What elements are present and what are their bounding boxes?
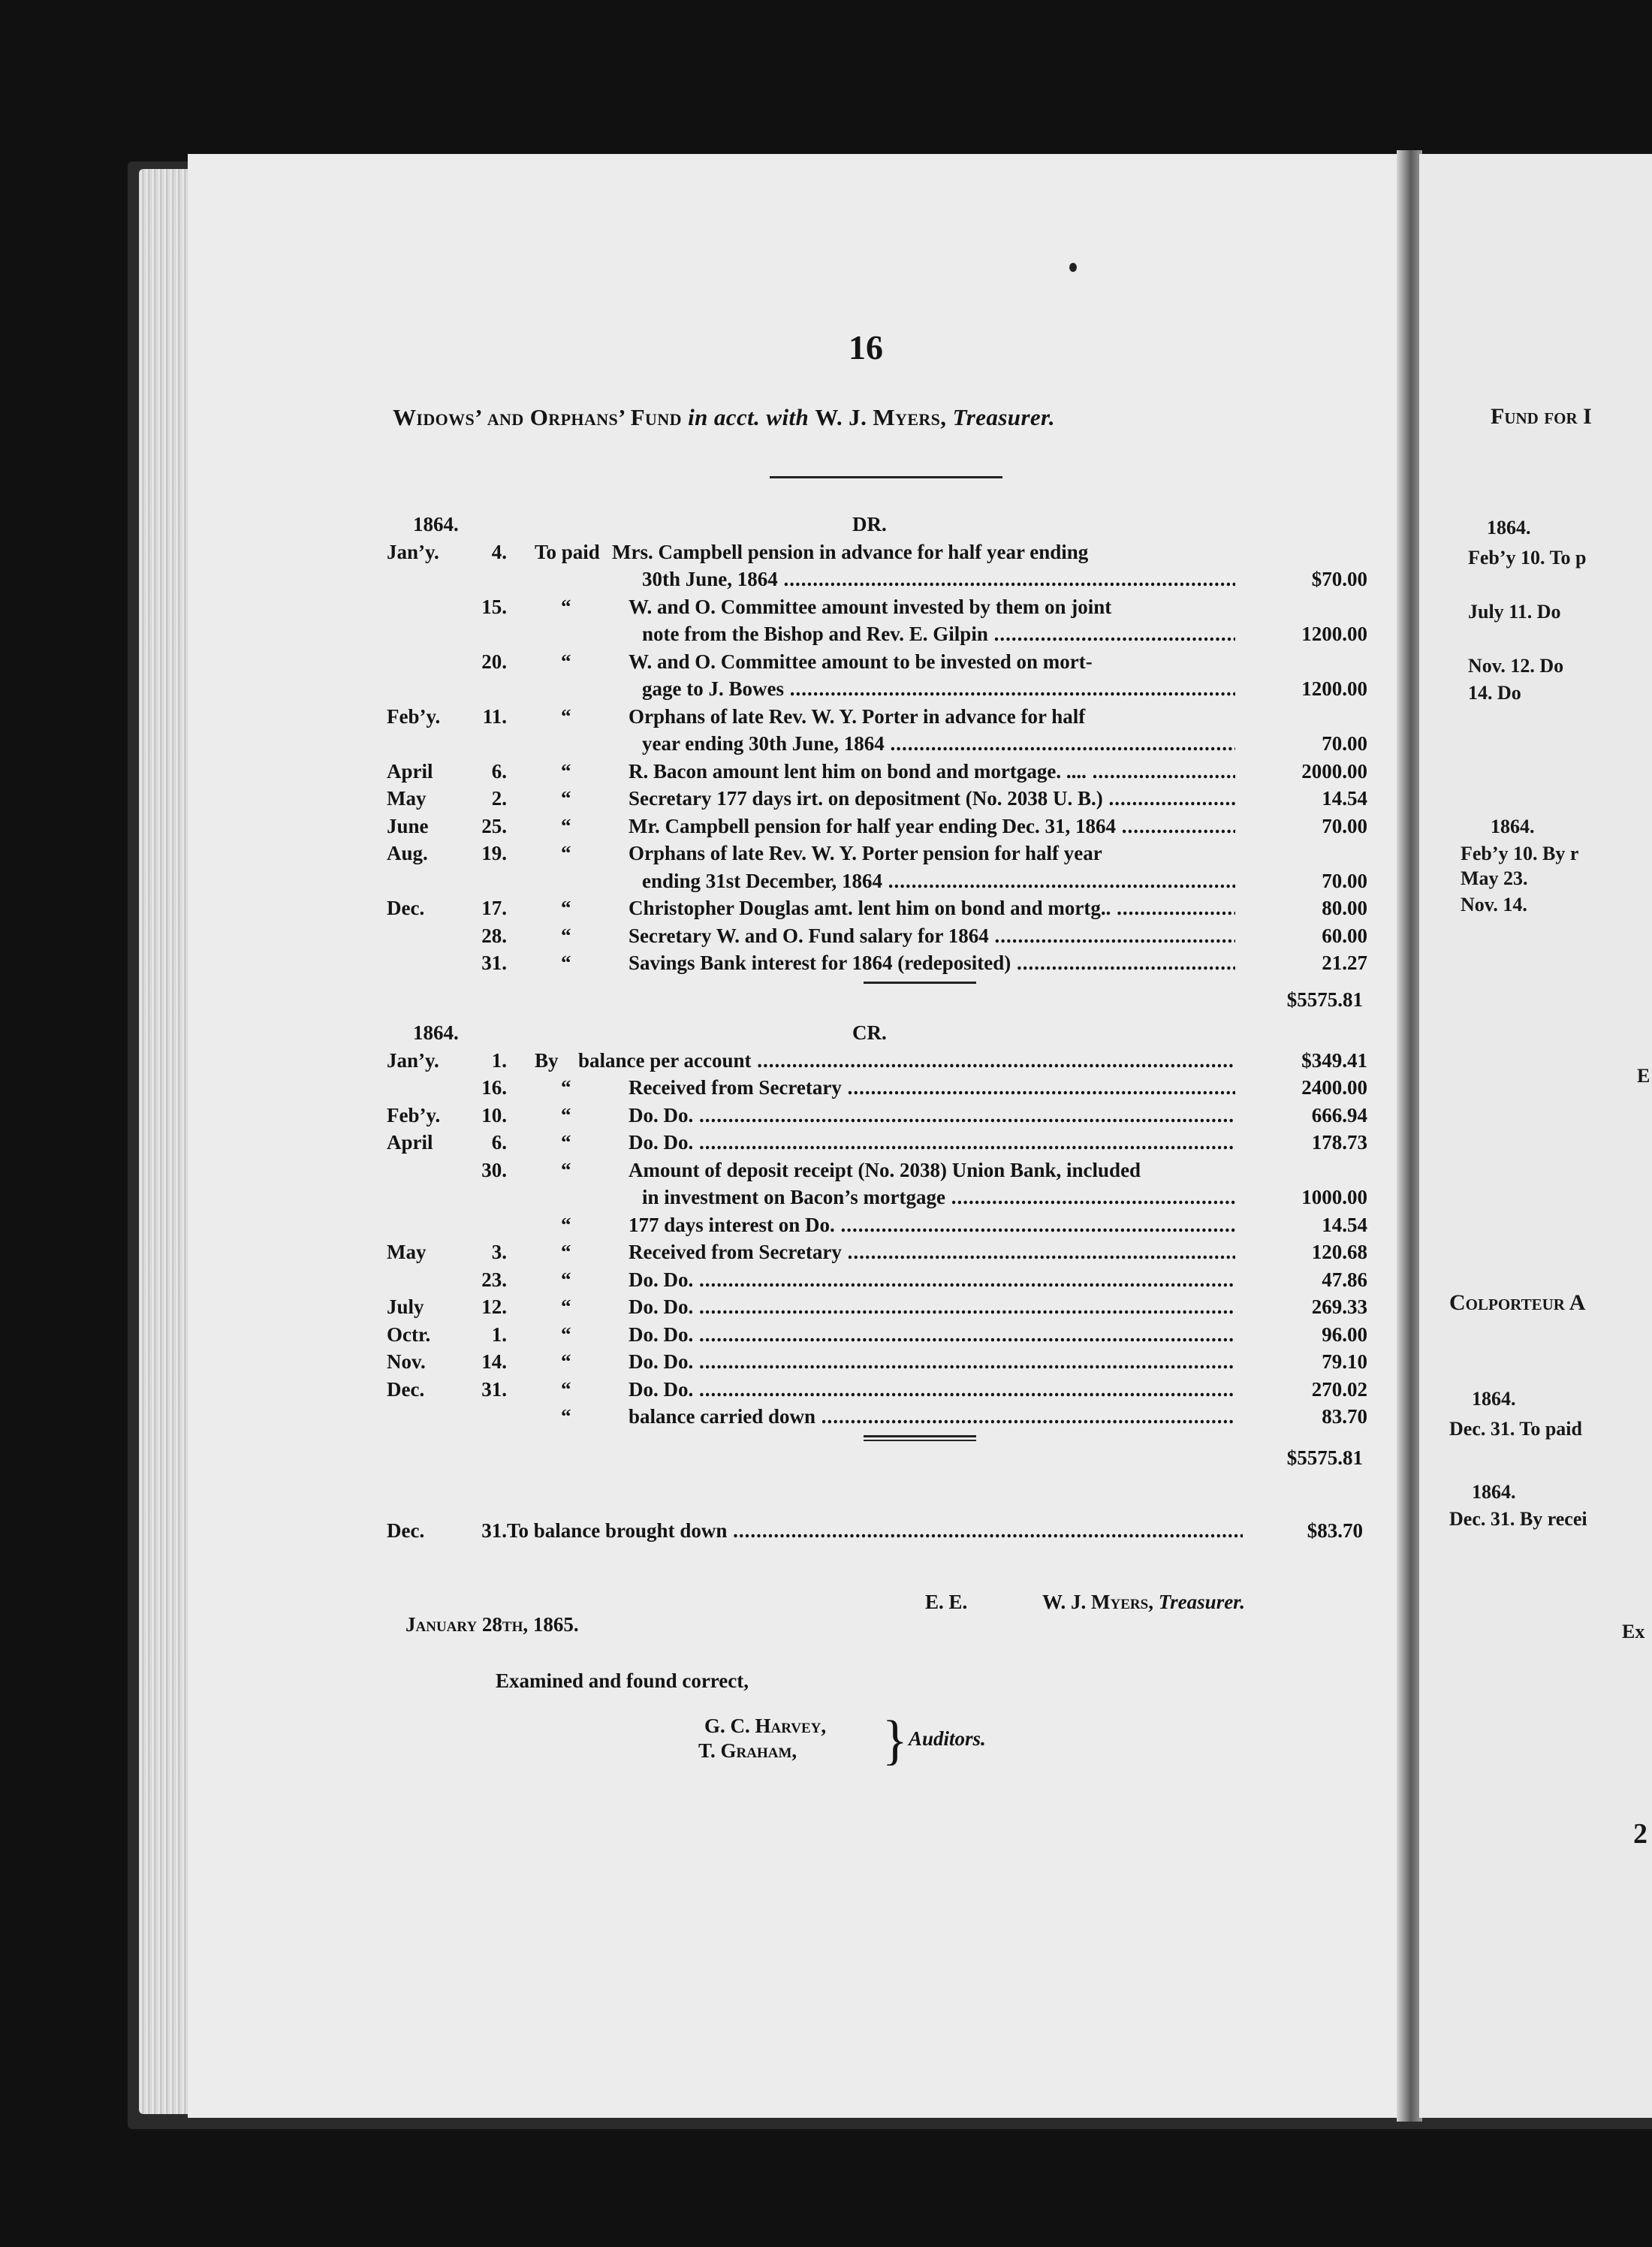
credit-day: 31. (481, 1377, 507, 1401)
debit-year: 1864. (413, 513, 459, 535)
right-page-line: Feb’y 10. By r (1461, 843, 1579, 864)
debit-amount: 2000.00 (1243, 758, 1367, 786)
credit-day: 1. (491, 1048, 507, 1072)
credit-prefix: “ (561, 1350, 571, 1373)
debit-day: 28. (481, 924, 507, 947)
credit-row (387, 1184, 1367, 1211)
credit-total-rule-top (864, 1435, 976, 1437)
debit-row (387, 840, 1363, 867)
debit-prefix: “ (561, 952, 571, 974)
debit-row (387, 867, 1367, 895)
debit-prefix: To paid (535, 540, 600, 563)
debit-day: 11. (482, 704, 507, 728)
credit-amount: 666.94 (1243, 1102, 1367, 1130)
credit-prefix: “ (561, 1131, 571, 1154)
debit-row (387, 949, 1367, 977)
credit-day: 10. (481, 1103, 507, 1127)
right-page-line: E (1637, 1065, 1650, 1087)
debit-prefix: “ (561, 787, 571, 810)
auditors-label: Auditors. (909, 1727, 986, 1750)
debit-description: ending 31st December, 1864 ..... (642, 867, 1235, 895)
debit-amount: 14.54 (1243, 785, 1367, 813)
debit-prefix: “ (561, 924, 571, 947)
debit-month: May (387, 787, 427, 810)
debit-prefix: “ (561, 595, 571, 618)
credit-month: Jan’y. (387, 1048, 439, 1072)
debit-amount: $70.00 (1243, 566, 1367, 593)
credit-month: Nov. (387, 1350, 426, 1373)
debit-amount: 80.00 (1243, 894, 1367, 922)
balance-text: To balance brought down ..... (507, 1517, 1250, 1545)
debit-month: June (387, 814, 429, 837)
ee-mark: E. E. (925, 1591, 968, 1613)
debit-description: Secretary 177 days irt. on depositment (No. 2038 U. B.) ..... (629, 785, 1235, 813)
credit-day: 3. (491, 1241, 507, 1263)
treasurer-signature (1042, 1591, 1245, 1614)
credit-day: 6. (491, 1131, 507, 1154)
debit-description: 30th June, 1864 ..... (642, 566, 1235, 593)
page-number: 16 (849, 328, 883, 366)
debit-day: 2. (491, 787, 507, 810)
examined-line: Examined and found correct, (496, 1669, 749, 1692)
debit-heading: DR. (852, 513, 887, 535)
credit-prefix: “ (561, 1295, 571, 1318)
debit-row (387, 675, 1367, 703)
credit-row (387, 1266, 1367, 1294)
credit-description: balance carried down ..... (629, 1403, 1235, 1431)
credit-row (387, 1376, 1367, 1404)
auditor-1: G. C. Harvey, (704, 1715, 827, 1737)
credit-description: Amount of deposit receipt (No. 2038) Union Bank, included (629, 1158, 1141, 1181)
date-line: January 28th, 1865. (405, 1613, 579, 1636)
credit-description: Do. Do. ..... (629, 1321, 1235, 1349)
debit-amount: 1200.00 (1243, 675, 1367, 703)
debit-amount: 70.00 (1243, 813, 1367, 840)
page-edges (139, 169, 191, 2114)
credit-row (387, 1047, 1367, 1075)
debit-description: Savings Bank interest for 1864 (redeposited) ..... (629, 949, 1235, 977)
debit-description: Orphans of late Rev. W. Y. Porter in advance for half (629, 704, 1086, 728)
credit-table (387, 1019, 1367, 1431)
credit-prefix: “ (561, 1268, 571, 1291)
title-rule (770, 476, 1002, 478)
balance-brought-down (387, 1517, 1363, 1545)
credit-prefix: “ (561, 1076, 571, 1099)
balance-month: Dec. (387, 1519, 425, 1542)
right-page-line: Colporteur A (1449, 1290, 1586, 1315)
credit-description: 177 days interest on Do. ..... (629, 1211, 1235, 1239)
debit-row (387, 593, 1363, 621)
right-page-line: Dec. 31. To paid (1449, 1418, 1582, 1440)
credit-description: Do. Do. ..... (629, 1293, 1235, 1321)
right-page-line: 1864. (1491, 816, 1535, 837)
debit-total-rule (864, 982, 976, 984)
credit-amount: 83.70 (1243, 1403, 1367, 1431)
credit-prefix: “ (561, 1158, 571, 1181)
debit-prefix: “ (561, 704, 571, 728)
bleed-through (1201, 511, 1206, 531)
credit-amount: 178.73 (1243, 1129, 1367, 1157)
debit-day: 31. (481, 952, 507, 974)
credit-description: Received from Secretary ..... (629, 1074, 1235, 1102)
credit-prefix: “ (561, 1377, 571, 1401)
credit-description: in investment on Bacon’s mortgage ..... (642, 1184, 1235, 1211)
credit-month: Feb’y. (387, 1103, 441, 1127)
credit-month: Dec. (387, 1377, 425, 1401)
credit-amount: 79.10 (1243, 1348, 1367, 1376)
debit-prefix: “ (561, 759, 571, 783)
debit-description: Christopher Douglas amt. lent him on bond and mortg.. ..... (629, 894, 1235, 922)
debit-description: note from the Bishop and Rev. E. Gilpin ..... (642, 620, 1235, 648)
debit-description: R. Bacon amount lent him on bond and mortgage. .... ..... (629, 758, 1235, 786)
right-page-line: Dec. 31. By recei (1449, 1508, 1587, 1530)
right-page-line: Nov. 12. Do (1468, 655, 1564, 677)
right-page-line: 14. Do (1468, 682, 1521, 704)
right-page-line: 2 (1633, 1818, 1647, 1850)
credit-prefix: “ (561, 1405, 571, 1428)
debit-row (387, 730, 1367, 758)
debit-row (387, 758, 1367, 786)
credit-day: 23. (481, 1268, 507, 1291)
debit-table (387, 511, 1367, 977)
debit-row (387, 648, 1363, 676)
credit-amount: 270.02 (1243, 1376, 1367, 1404)
debit-description: Mr. Campbell pension for half year ending Dec. 31, 1864 ..... (629, 813, 1235, 840)
debit-row (387, 538, 1363, 566)
debit-row (387, 894, 1367, 922)
debit-day: 19. (481, 842, 507, 864)
credit-description: Do. Do. ..... (629, 1348, 1235, 1376)
credit-month: April (387, 1131, 433, 1154)
credit-year: 1864. (413, 1021, 459, 1044)
title-name: W. J. Myers, (815, 404, 947, 430)
credit-amount: 96.00 (1243, 1321, 1367, 1349)
debit-amount: 70.00 (1243, 730, 1367, 758)
debit-row (387, 620, 1367, 648)
credit-header (387, 1019, 1363, 1047)
credit-row (387, 1293, 1367, 1321)
debit-row (387, 813, 1367, 840)
debit-day: 25. (481, 814, 507, 837)
credit-row (387, 1129, 1367, 1157)
debit-description: gage to J. Bowes ..... (642, 675, 1235, 703)
title-fund: Widows’ and Orphans’ Fund (393, 404, 682, 430)
credit-description: Received from Secretary ..... (629, 1238, 1235, 1266)
right-page-line: 1864. (1472, 1388, 1516, 1410)
debit-total-amount: $5575.81 (1286, 988, 1363, 1011)
balance-day: 31. (481, 1519, 507, 1542)
debit-row (387, 566, 1367, 593)
debit-day: 4. (491, 540, 507, 563)
credit-row (387, 1074, 1367, 1102)
credit-day: 30. (481, 1158, 507, 1181)
credit-row (387, 1321, 1367, 1349)
right-page-line: July 11. Do (1468, 601, 1561, 623)
debit-amount: 70.00 (1243, 867, 1367, 895)
credit-description: Do. Do. ..... (629, 1266, 1235, 1294)
credit-day: 16. (481, 1076, 507, 1099)
credit-row (387, 1157, 1363, 1184)
right-page-line: Ex (1622, 1621, 1645, 1642)
right-page-line: 1864. (1487, 517, 1531, 538)
credit-day: 14. (481, 1350, 507, 1373)
title-acct: in acct. with (688, 404, 809, 430)
credit-amount: 47.86 (1243, 1266, 1367, 1294)
credit-month: May (387, 1241, 427, 1263)
debit-month: Aug. (387, 842, 428, 864)
debit-description: year ending 30th June, 1864 ..... (642, 730, 1235, 758)
credit-row (387, 1102, 1367, 1130)
credit-amount: 2400.00 (1243, 1074, 1367, 1102)
credit-amount: 14.54 (1243, 1211, 1367, 1239)
debit-prefix: “ (561, 842, 571, 864)
auditors-brace-icon: } (882, 1710, 908, 1771)
credit-description: Do. Do. ..... (629, 1376, 1235, 1404)
debit-day: 15. (481, 595, 507, 618)
credit-month: July (387, 1295, 424, 1318)
debit-amount: 1200.00 (1243, 620, 1367, 648)
right-page (1419, 154, 1652, 2118)
debit-prefix: “ (561, 897, 571, 919)
page-title (393, 404, 1361, 431)
book-gutter (1397, 150, 1422, 2122)
credit-prefix: “ (561, 1213, 571, 1236)
credit-amount: 1000.00 (1243, 1184, 1367, 1211)
debit-description: W. and O. Committee amount to be invested on mort- (629, 650, 1093, 673)
debit-description: Orphans of late Rev. W. Y. Porter pension for half year (629, 842, 1102, 864)
credit-row (387, 1238, 1367, 1266)
debit-prefix: “ (561, 650, 571, 673)
credit-amount: $349.41 (1243, 1047, 1367, 1075)
debit-month: April (387, 759, 433, 783)
debit-header (387, 511, 1363, 538)
credit-total (387, 1444, 1363, 1472)
credit-total-rule-bottom (864, 1440, 976, 1441)
debit-row (387, 785, 1367, 813)
credit-description: balance per account ..... (578, 1047, 1235, 1075)
debit-month: Jan’y. (387, 540, 439, 563)
credit-day: 12. (481, 1295, 507, 1318)
debit-description: Mrs. Campbell pension in advance for half year ending (612, 540, 1089, 563)
credit-total-amount: $5575.81 (1286, 1446, 1363, 1469)
credit-prefix: “ (561, 1103, 571, 1127)
debit-month: Dec. (387, 897, 425, 919)
debit-row (387, 922, 1367, 950)
right-page-line: 1864. (1472, 1481, 1516, 1503)
credit-description: Do. Do. ..... (629, 1102, 1235, 1130)
right-page-heading: Fund for I (1491, 404, 1592, 429)
credit-row (387, 1403, 1367, 1431)
debit-description: Secretary W. and O. Fund salary for 1864 ..... (629, 922, 1235, 950)
credit-amount: 120.68 (1243, 1238, 1367, 1266)
auditor-2: T. Graham, (698, 1739, 797, 1762)
debit-day: 17. (481, 897, 507, 919)
title-role: Treasurer. (952, 404, 1055, 430)
treasurer-name: W. J. Myers, (1042, 1591, 1153, 1613)
ink-spot (1069, 263, 1077, 272)
credit-description: Do. Do. ..... (629, 1129, 1235, 1157)
right-page-line: Nov. 14. (1461, 894, 1527, 915)
debit-prefix: “ (561, 814, 571, 837)
treasurer-title: Treasurer. (1158, 1591, 1245, 1613)
debit-day: 20. (481, 650, 507, 673)
debit-amount: 21.27 (1243, 949, 1367, 977)
debit-day: 6. (491, 759, 507, 783)
credit-month: Octr. (387, 1323, 431, 1346)
credit-day: 1. (491, 1323, 507, 1346)
right-page-line: Feb’y 10. To p (1468, 547, 1587, 569)
right-page-line: May 23. (1461, 867, 1528, 889)
debit-month: Feb’y. (387, 704, 441, 728)
credit-row (387, 1211, 1367, 1239)
debit-total (387, 986, 1363, 1014)
credit-heading: CR. (852, 1021, 887, 1044)
debit-row (387, 703, 1363, 731)
balance-amount: $83.70 (1243, 1517, 1363, 1545)
credit-prefix: “ (561, 1323, 571, 1346)
credit-amount: 269.33 (1243, 1293, 1367, 1321)
debit-description: W. and O. Committee amount invested by them on joint (629, 595, 1112, 618)
credit-row (387, 1348, 1367, 1376)
debit-amount: 60.00 (1243, 922, 1367, 950)
credit-prefix: By (535, 1048, 559, 1072)
credit-prefix: “ (561, 1241, 571, 1263)
